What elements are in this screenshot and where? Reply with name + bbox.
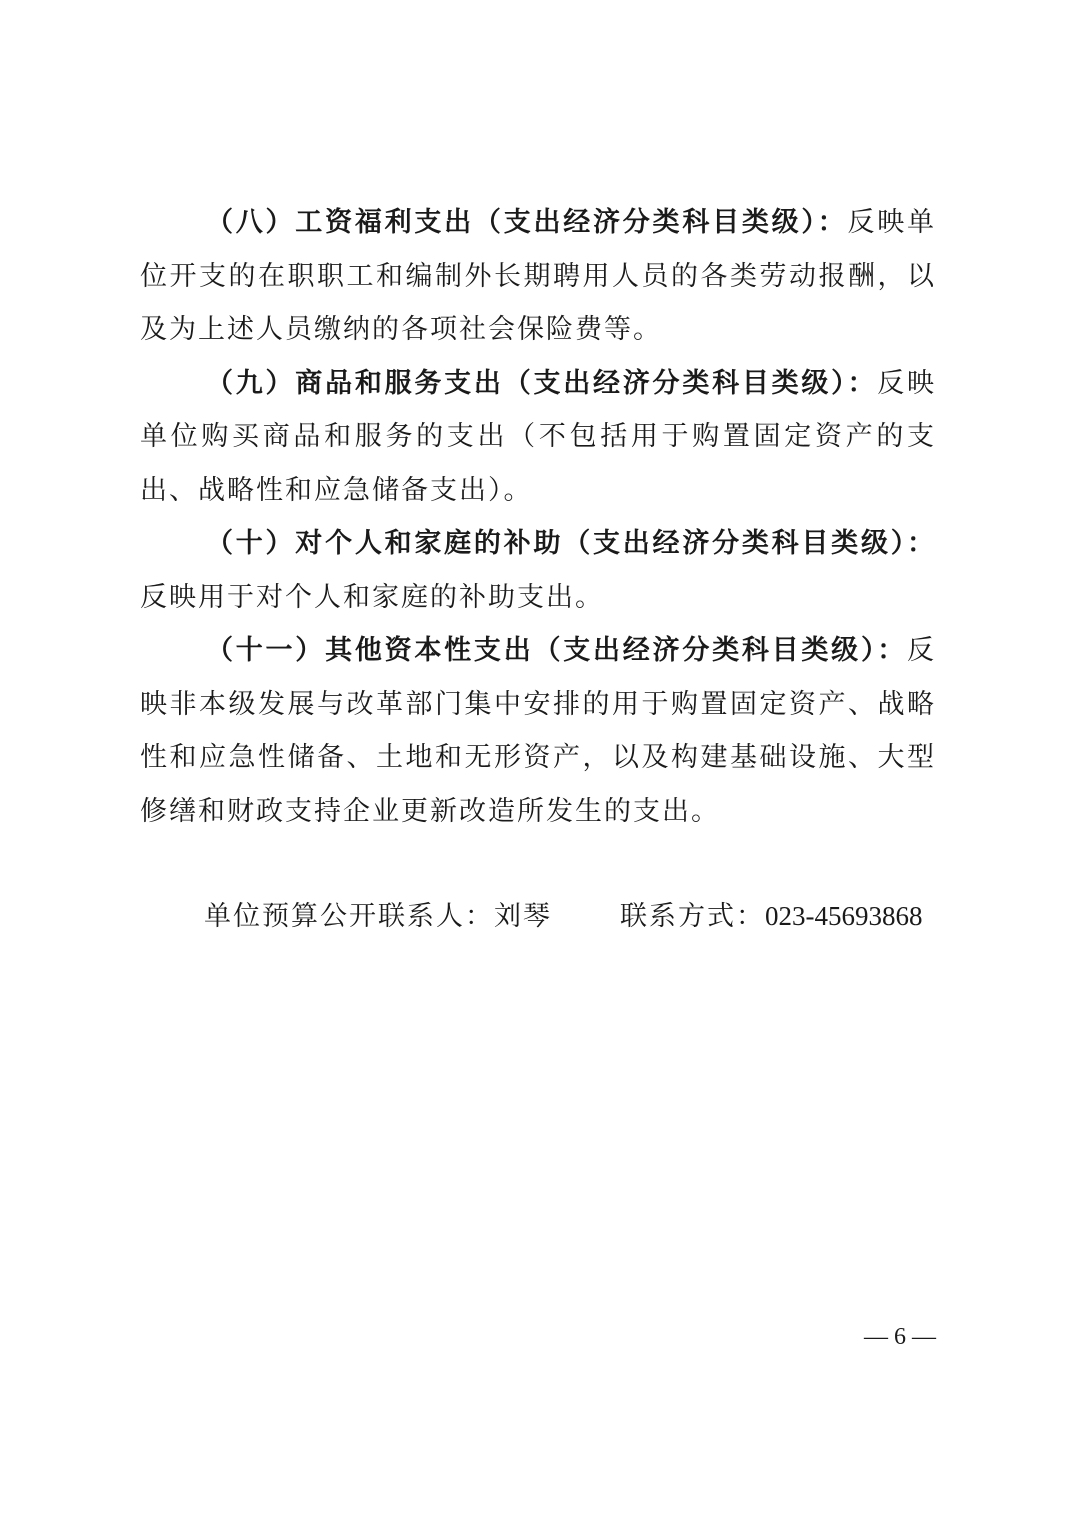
paragraph-heading: （十一）其他资本性支出（支出经济分类科目类级）： — [206, 635, 907, 666]
document-body — [140, 196, 936, 838]
page-number: — 6 — — [864, 1324, 936, 1350]
paragraph-text: 反映用于对个人和家庭的补助支出。 — [140, 581, 604, 613]
contact-person — [204, 891, 552, 943]
paragraph-goods-services — [140, 357, 936, 518]
contact-person-name: 刘琴 — [494, 901, 552, 932]
paragraph-text: 反映单位开支的在职职工和编制外长期聘用人员的各类劳动报酬，以及为上述人员缴纳的各项社会保险费等。 — [140, 207, 937, 345]
paragraph-heading: （九）商品和服务支出（支出经济分类科目类级）： — [206, 367, 878, 399]
contact-phone-number: 023-45693868 — [765, 901, 923, 931]
contact-phone-label: 联系方式： — [620, 901, 765, 932]
paragraph-heading: （八）工资福利支出（支出经济分类科目类级）： — [206, 207, 848, 238]
contact-phone — [620, 890, 923, 943]
paragraph-household-subsidy — [140, 517, 936, 624]
paragraph-text: 反映非本级发展与改革部门集中安排的用于购置固定资产、战略性和应急性储备、土地和无形资产，以及构建基础设施、大型修缮和财政支持企业更新改造所发生的支出。 — [140, 635, 936, 827]
paragraph-text: 反映单位购买商品和服务的支出（不包括用于购置固定资产的支出、战略性和应急储备支出）。 — [140, 367, 937, 506]
paragraph-other-capital — [140, 624, 936, 838]
contact-person-label: 单位预算公开联系人： — [204, 901, 494, 932]
paragraph-salary-welfare — [140, 196, 936, 357]
contact-line — [204, 890, 936, 943]
paragraph-heading: （十）对个人和家庭的补助（支出经济分类科目类级）： — [206, 528, 936, 559]
